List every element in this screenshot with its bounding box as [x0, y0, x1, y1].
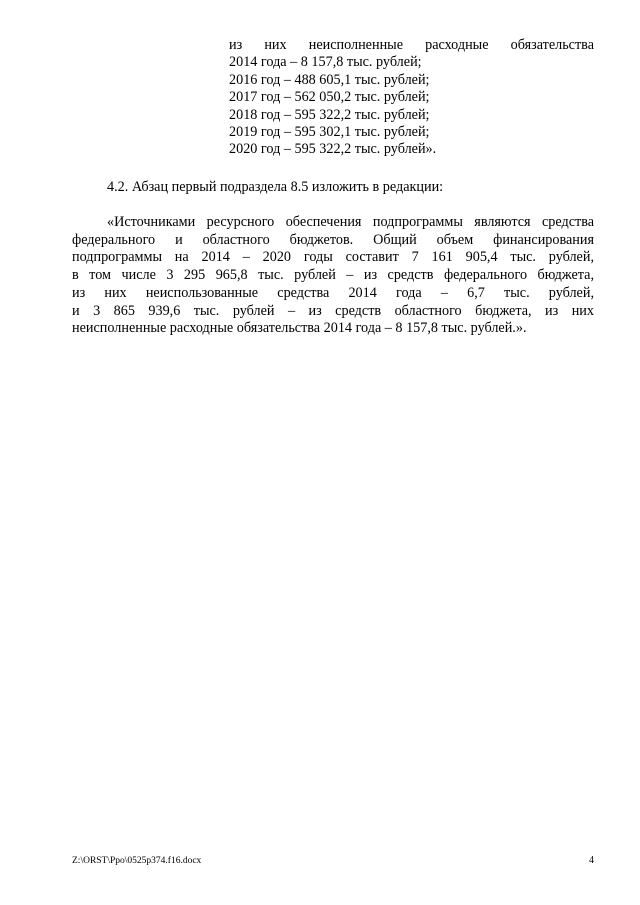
paragraph-line: в том числе 3 295 965,8 тыс. рублей – из средств федерального бюджета,: [72, 267, 594, 284]
paragraph-line: «Источниками ресурсного обеспечения подпрограммы являются средства: [107, 214, 594, 230]
paragraph-line: подпрограммы на 2014 – 2020 годы составит 7 161 905,4 тыс. рублей,: [72, 249, 594, 266]
clause-heading: 4.2. Абзац первый подраздела 8.5 изложить в редакции:: [107, 179, 444, 195]
paragraph-line: из них неиспользованные средства 2014 года – 6,7 тыс. рублей,: [72, 284, 594, 301]
paragraph-line: неисполненные расходные обязательства 2014 года – 8 157,8 тыс. рублей.».: [72, 320, 527, 337]
list-line: 2020 год – 595 322,2 тыс. рублей».: [229, 141, 437, 158]
paragraph-line: федерального и областного бюджетов. Общий объем финансирования: [72, 231, 594, 248]
list-line: 2019 год – 595 302,1 тыс. рублей;: [229, 124, 430, 141]
list-line: 2016 год – 488 605,1 тыс. рублей;: [229, 71, 430, 88]
list-line: 2018 год – 595 322,2 тыс. рублей;: [229, 106, 430, 123]
amendment-paragraph: [72, 214, 594, 338]
funding-list: [229, 37, 594, 159]
list-line: 2017 год – 562 050,2 тыс. рублей;: [229, 89, 430, 106]
list-line: из них неисполненные расходные обязательства: [229, 37, 594, 53]
list-line: 2014 года – 8 157,8 тыс. рублей;: [229, 54, 422, 71]
page-number: 4: [589, 855, 594, 866]
footer-file-path: Z:\ORST\Ppo\0525p374.f16.docx: [72, 856, 202, 866]
paragraph-line: и 3 865 939,6 тыс. рублей – из средств областного бюджета, из них: [72, 302, 594, 319]
